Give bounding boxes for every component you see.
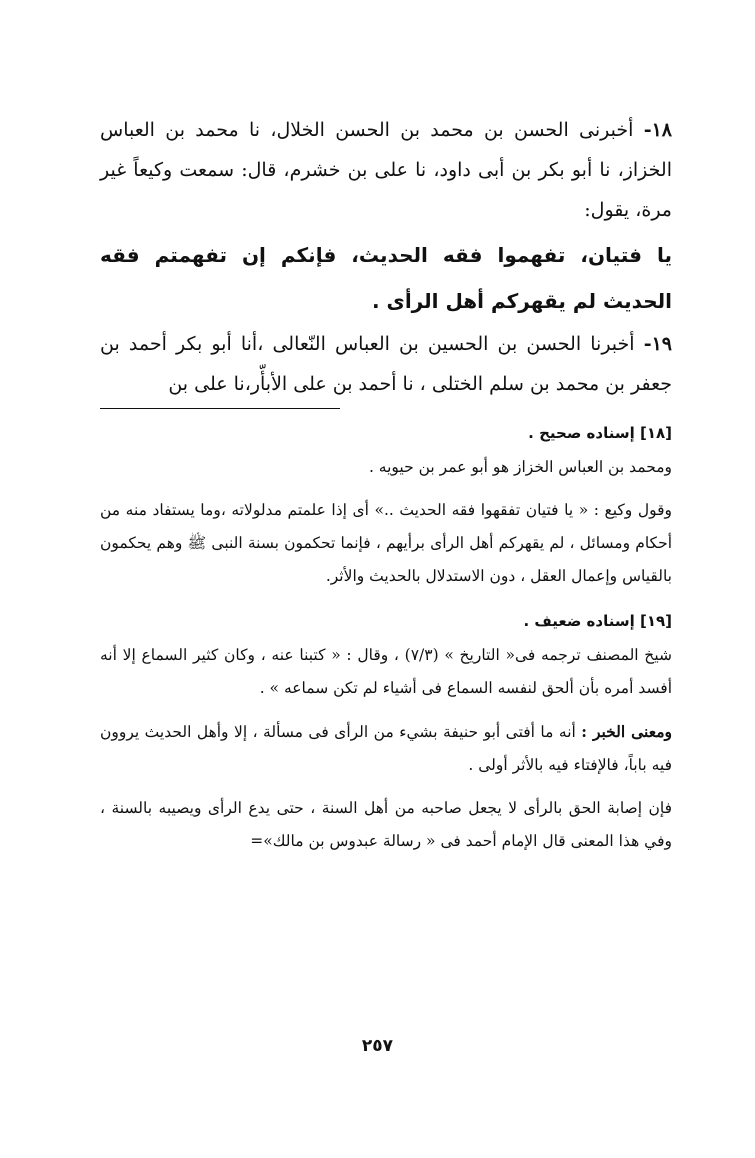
note-19-line-1: شيخ المصنف ترجمه فى« التاريخ » (٧/٣) ، وقال : « كتبنا عنه ، وكان كثير السماع إلا أنه أفسد أمره بأن ألحق لنفسه السماع فى أشياء لم تكن سماعه » . [100, 646, 672, 697]
note-19-line-2-text: أنه ما أفتى أبو حنيفة بشيء من الرأى فى مسألة ، إلا وأهل الحديث يروون فيه باباً، فالإفتاء فيه بالأثر أولى . [100, 723, 672, 774]
report-18-quote: يا فتيان، تفهموا فقه الحديث، فإنكم إن تفهمتم فقه الحديث لم يقهركم أهل الرأى . [100, 243, 672, 313]
footnote-separator [100, 408, 340, 409]
report-18-text: أخبرنى الحسن بن محمد بن الحسن الخلال، نا محمد بن العباس الخزاز، نا أبو بكر بن أبى داود، نا على بن خشرم، قال: سمعت وكيعاً غير مرة، يقول: [100, 119, 672, 221]
footnote-separator-wrap [100, 404, 672, 409]
footnotes [100, 415, 672, 858]
report-18 [100, 110, 672, 230]
note-19-lead: ومعنى الخبر : [581, 722, 672, 741]
report-19-text: أخبرنا الحسن بن الحسين بن العباس النّعالى ،أنا أبو بكر أحمد بن جعفر بن محمد بن سلم الختلى ، نا أحمد بن على الأبأّر،نا على بن [100, 333, 672, 395]
main-text [100, 110, 672, 404]
note-19-line-3: فإن إصابة الحق بالرأى لا يجعل صاحبه من أهل السنة ، حتى يدع الرأى ويصيبه بالسنة ، وفي هذا المعنى قال الإمام أحمد فى « رسالة عبدوس بن مالك»= [100, 799, 672, 850]
note-18-heading: [١٨] إسناده صحيح . [528, 424, 672, 442]
note-18-line-2: وقول وكيع : « يا فتيان تفقهوا فقه الحديث ..» أى إذا علمتم مدلولاته ،وما يستفاد منه من أحكام ومسائل ، لم يقهركم أهل الرأى برأيهم ، فإنما تحكمون بسنة النبى ﷺ وهم يحكمون بالقياس وإعمال العقل ، دون الاستدلال بالحديث والأثر. [100, 501, 672, 585]
report-19 [100, 324, 672, 404]
page-body [100, 110, 672, 858]
page-number: ٢٥٧ [361, 1036, 394, 1056]
note-18-line-1: ومحمد بن العباس الخزاز هو أبو عمر بن حيويه . [368, 458, 672, 476]
note-19-heading: [١٩] إسناده ضعيف . [523, 612, 672, 630]
note-19-line-2 [100, 715, 672, 782]
report-19-number: ١٩- [643, 333, 672, 355]
report-18-number: ١٨- [643, 119, 672, 141]
